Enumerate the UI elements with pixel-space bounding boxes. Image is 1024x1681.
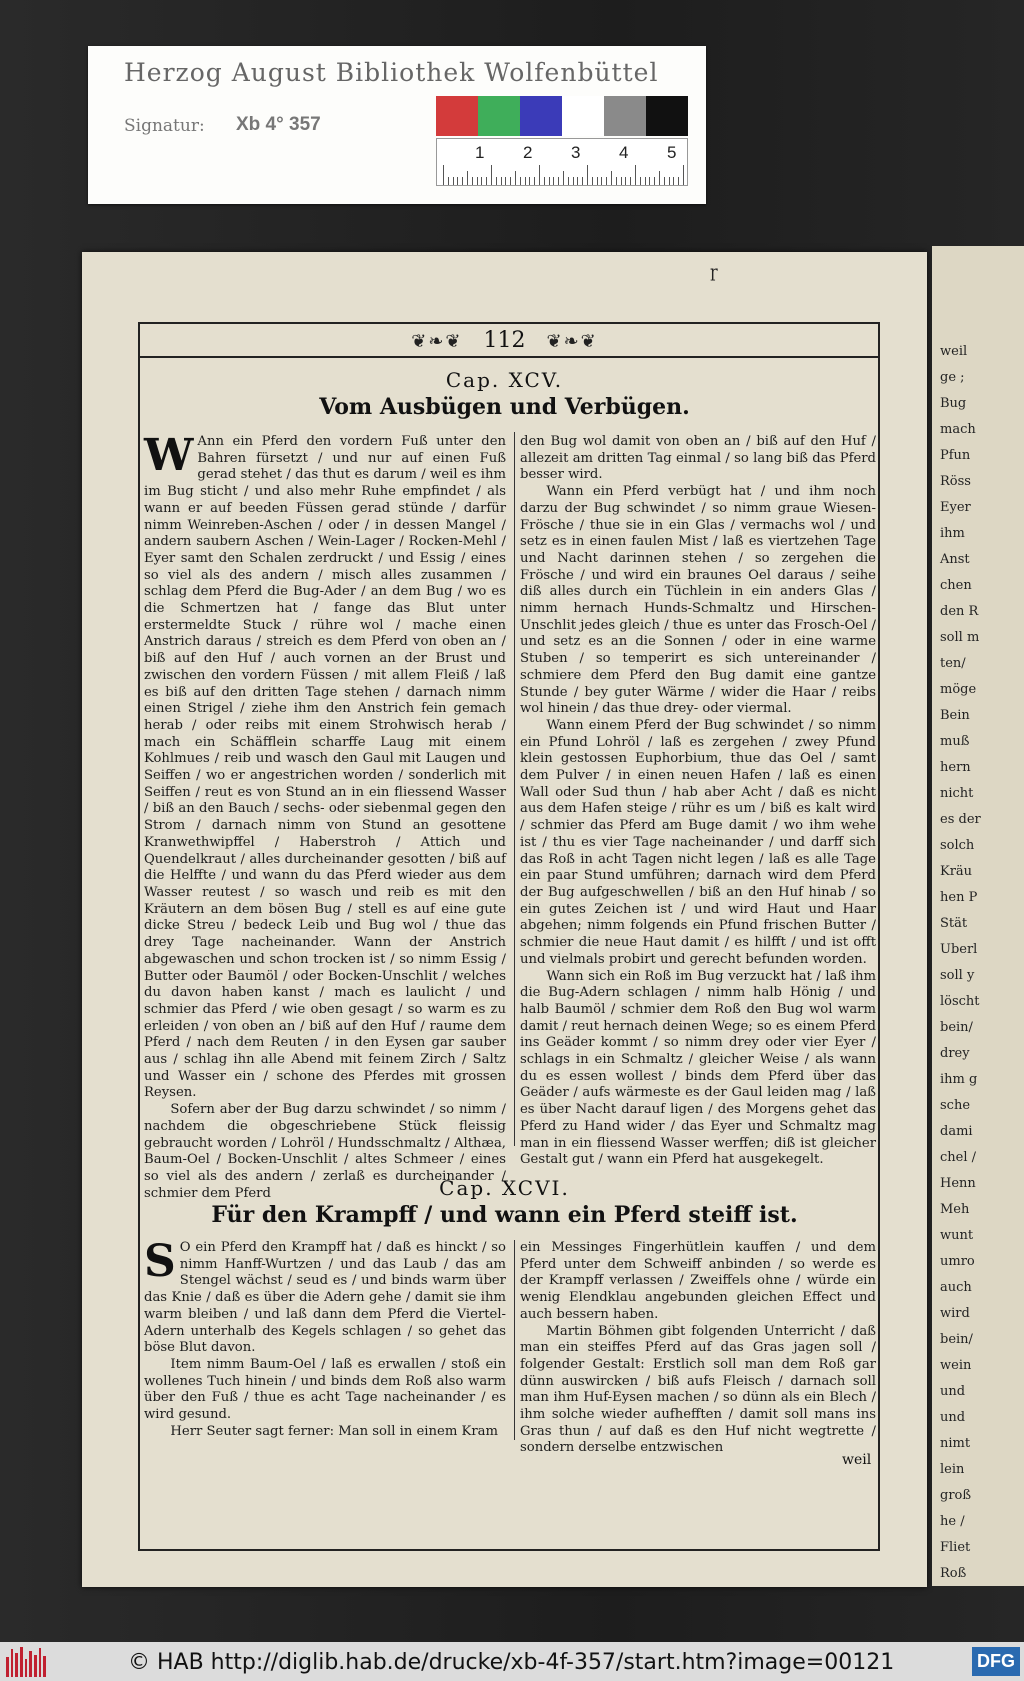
facing-page-fragment: weil: [940, 344, 968, 359]
ruler-tick: [611, 171, 612, 185]
ruler-tick: [549, 177, 550, 185]
ruler-tick: [592, 177, 593, 185]
ruler-tick: [659, 171, 660, 185]
header-rule: [138, 356, 880, 358]
footer-copyright-link[interactable]: © HAB http://diglib.hab.de/drucke/xb-4f-357/start.htm?image=00121: [128, 1650, 895, 1675]
facing-page-fragment: sche: [940, 1098, 971, 1113]
column-divider: [514, 1240, 515, 1440]
ruler-tick: [601, 177, 602, 185]
ruler-tick: [573, 177, 574, 185]
ruler-tick: [544, 177, 545, 185]
ruler-tick: [462, 177, 463, 185]
chapter-96-left-column: [144, 1236, 506, 1440]
facing-page-fragment: wird: [940, 1306, 970, 1321]
ruler-tick: [678, 177, 679, 185]
facing-page-fragment: chen: [940, 578, 972, 593]
facing-page-fragment: Eyer: [940, 500, 971, 515]
ruler-tick: [525, 177, 526, 185]
facing-page-fragment: ten/: [940, 656, 966, 671]
page-number-row: [82, 328, 927, 353]
facing-page-fragment: Röss: [940, 474, 971, 489]
facing-page-fragment: mach: [940, 422, 976, 437]
facing-page-fragment: und: [940, 1384, 966, 1399]
chapter-96-para-4: ein Messinges Fingerhütlein kauffen / und dem Pferd unter dem Schweiff anbinden / so werde es der Krampff verlassen / Zweiffels ohne / würde ein wenig Elendklau angebunden gleichen Effect und auch bessern haben.: [520, 1240, 876, 1322]
ruler-number: 1: [475, 143, 485, 162]
facing-page-fragment: Meh: [940, 1202, 970, 1217]
logo-bar: [11, 1649, 14, 1677]
facing-page-fragment: drey: [940, 1046, 970, 1061]
ruler-tick: [457, 177, 458, 185]
facing-page-fragment: Henn: [940, 1176, 976, 1191]
facing-page-fragment: soll m: [940, 630, 980, 645]
color-swatch: [562, 96, 604, 136]
facing-page-fragment: Uberl: [940, 942, 978, 957]
facing-page-fragment: dami: [940, 1124, 973, 1139]
facing-page-fragment: den R: [940, 604, 979, 619]
dropcap: S: [144, 1236, 176, 1287]
facing-page-fragment: bein/: [940, 1020, 973, 1035]
ruler-tick: [625, 177, 626, 185]
hab-logo-icon: [6, 1646, 46, 1677]
ruler-tick: [577, 177, 578, 185]
ruler-tick: [481, 177, 482, 185]
ruler-tick: [669, 177, 670, 185]
ruler-tick: [558, 177, 559, 185]
chapter-96-right-column: [520, 1240, 876, 1457]
facing-page-fragment: löscht: [940, 994, 980, 1009]
facing-page-fragment: Roß: [940, 1566, 967, 1581]
facing-page-fragment: he /: [940, 1514, 965, 1529]
facing-page-fragment: muß: [940, 734, 970, 749]
dfg-logo-icon: DFG: [972, 1647, 1020, 1676]
ruler-tick: [448, 177, 449, 185]
ruler-tick: [568, 177, 569, 185]
ruler-tick: [645, 177, 646, 185]
facing-page-fragment: hern: [940, 760, 971, 775]
logo-bar: [15, 1653, 18, 1677]
facing-page-fragment: es der: [940, 812, 981, 827]
chapter-95-right-column: [520, 434, 876, 1169]
color-swatch: [646, 96, 688, 136]
library-name: Herzog August Bibliothek Wolfenbüttel: [124, 58, 659, 87]
facing-page-fragment: nimt: [940, 1436, 971, 1451]
logo-bar: [20, 1647, 23, 1677]
facing-page-fragment: lein: [940, 1462, 965, 1477]
chapter-95-left-column: [144, 430, 506, 1202]
page-number: 112: [483, 328, 526, 353]
library-label-card: [88, 46, 706, 204]
facing-page-fragment: Fliet: [940, 1540, 971, 1555]
page-mark: ɼ: [710, 262, 718, 281]
ruler-tick: [606, 177, 607, 185]
dropcap: W: [144, 430, 194, 481]
scale-ruler: [436, 138, 688, 186]
facing-page-fragment: Stät: [940, 916, 968, 931]
facing-page-fragment: Pfun: [940, 448, 971, 463]
paragraph-text: O ein Pferd den Krampff hat / daß es hinckt / so nimm Hanff-Wurtzen / und das Laub / das am Stengel wächst / seud es / und binds warm über das Knie / daß es über die Adern gehe / damit sie ihm warm bleiben / und laß dann dem Pferd die Viertel-Adern unterhalb des Kegels schlagen / so gehet das böse Blut davon.: [144, 1240, 506, 1356]
ruler-tick: [587, 165, 588, 185]
ruler-tick: [563, 171, 564, 185]
ruler-number: 3: [571, 143, 581, 162]
color-swatch: [520, 96, 562, 136]
ruler-tick: [472, 177, 473, 185]
facing-page-fragment: Anst: [940, 552, 970, 567]
ruler-tick: [510, 177, 511, 185]
footer-bar: [0, 1642, 1024, 1681]
ruler-tick: [491, 165, 492, 185]
ornament-left: ❦❧❦: [411, 331, 463, 352]
ruler-tick: [630, 177, 631, 185]
chapter-96-title: Für den Krampff / und wann ein Pferd steiff ist.: [211, 1202, 798, 1228]
chapter-96-number: Cap. XCVI.: [439, 1176, 570, 1200]
facing-page-fragment: ihm g: [940, 1072, 978, 1087]
ruler-number: 2: [523, 143, 533, 162]
ruler-tick: [520, 177, 521, 185]
color-swatch: [604, 96, 646, 136]
catchword: weil: [842, 1452, 872, 1468]
chapter-95-para-1: [144, 430, 506, 1102]
ruler-tick: [453, 177, 454, 185]
signatur-label: Signatur:: [124, 116, 205, 136]
chapter-95-para-5: Wann einem Pferd der Bug schwindet / so nimm ein Pfund Lohröl / laß es zergehen / zwey Pfund klein gestossen Euphorbium, thue das Oel / samt dem Pulver / in einen neuen Hafen / laß es einen Wall oder Sud thun / hab aber Acht / daß es nicht aus dem Hafen steige / rühr es um / biß es kalt wird / schmier das Pferd am Buge damit / wo ihm wehe ist / thu es vier Tage nacheinander / und darff sich das Roß in acht Tagen nicht legen / laß es alle Tage ein paar Stund umführen; darnach wird dem Pferd der Bug aufgeschwellen / biß an den Huf hinab / so ein gutes Zeichen ist / und wird Haut und Haar abgehen; nimm folgends ein Pfund frischen Butter / schmier die neue Haut damit / es hilfft / und ist offt und vielmals probirt und gerecht befunden worden.: [520, 717, 876, 967]
facing-page-fragment: Bein: [940, 708, 970, 723]
ruler-tick: [640, 177, 641, 185]
ruler-tick: [616, 177, 617, 185]
ruler-tick: [501, 177, 502, 185]
chapter-95-para-4: Wann ein Pferd verbügt hat / und ihm noch darzu der Bug schwindet / so nimm graue Wiesen-Frösche / thue sie in ein Glas / vermachs wol / und setz es in einen faulen Mist / laß es viertzehen Tage und Nacht darinnen stehen / so zergehen die Frösche / und wird ein braunes Oel daraus / seihe diß alles durch ein Tüchlein in ein anders Glas / nimm hernach Hunds-Schmaltz und Hirschen-Unschlit jedes gleich / thue es unter das Frosch-Oel / und setz es an die Sonnen / oder in eine warme Stuben / so temperirt es sich untereinander / schmiere dem Pferd den Bug damit eine gantze Stunde / bey guter Wärme / wider die Haar / reibs wol hinein / das thue drey- oder viermal.: [520, 484, 876, 717]
ruler-tick: [664, 177, 665, 185]
facing-page-fragment: solch: [940, 838, 975, 853]
logo-bar: [39, 1648, 42, 1677]
logo-bar: [29, 1651, 32, 1677]
facing-page-fragment: möge: [940, 682, 977, 697]
facing-page-edge: [932, 246, 1024, 1586]
ruler-tick: [553, 177, 554, 185]
ornament-right: ❦❧❦: [546, 331, 598, 352]
ruler-tick: [539, 165, 540, 185]
facing-page-fragment: umro: [940, 1254, 975, 1269]
ruler-tick: [683, 165, 684, 185]
facing-page-fragment: chel /: [940, 1150, 977, 1165]
ruler-tick: [673, 177, 674, 185]
ruler-tick: [505, 177, 506, 185]
ruler-tick: [597, 177, 598, 185]
facing-page-fragment: ihm: [940, 526, 965, 541]
ruler-tick: [477, 177, 478, 185]
ruler-tick: [515, 171, 516, 185]
facing-page-fragment: hen P: [940, 890, 978, 905]
chapter-95-number: Cap. XCV.: [445, 368, 564, 392]
facing-page-fragment: ge ;: [940, 370, 965, 385]
facing-page-fragment: und: [940, 1410, 966, 1425]
facing-page-fragment: groß: [940, 1488, 972, 1503]
color-swatch: [478, 96, 520, 136]
ruler-tick: [443, 165, 444, 185]
ruler-tick: [467, 171, 468, 185]
ruler-tick: [582, 177, 583, 185]
chapter-95-para-2: Sofern aber der Bug darzu schwindet / so nimm / nachdem die obgeschriebene Stück fleissig gebraucht worden / Lohröl / Hundsschmaltz / Althæa, Baum-Oel / Bocken-Unschlit / altes Schmeer / eines so viel als des andern / zerlaß es durcheinander / schmier dem Pferd: [144, 1102, 506, 1201]
ruler-tick: [496, 177, 497, 185]
ruler-tick: [621, 177, 622, 185]
ruler-tick: [654, 177, 655, 185]
ruler-number: 4: [619, 143, 629, 162]
signatur-value: Xb 4° 357: [236, 114, 321, 135]
facing-page-fragment: auch: [940, 1280, 972, 1295]
color-swatch: [436, 96, 478, 136]
color-calibration-strip: [436, 96, 688, 136]
chapter-95-para-3: den Bug wol damit von oben an / biß auf den Huf / allezeit am dritten Tag einmal / so lang biß das Pferd besser wird.: [520, 434, 876, 483]
chapter-96-para-5: Martin Böhmen gibt folgenden Unterricht / daß man ein steiffes Pferd auf das Gras jagen soll / folgender Gestalt: Erstlich soll man dem Roß gar dünn auswircken / biß aufs Fleisch / darnach soll man ihm Huf-Eysen machen / so dünn als ein Blech / ihm solche wieder aufhefften / damit soll mans ins Gras thun / auf daß es den Huf nicht wegtrette / sondern derselbe entzwischen: [520, 1323, 876, 1456]
column-divider: [514, 432, 515, 1146]
paragraph-text: Ann ein Pferd den vordern Fuß unter den Bahren fürsetzt / und nur auf einen Fuß gerad stehet / das thut es darum / weil es ihm im Bug sticht / und also mehr Ruhe empfindet / als wann er auf beeden Füssen gerad stünde / darfür nimm Weinreben-Aschen / oder / in dessen Mangel / andern saubern Aschen / Wein-Lager / Rocken-Mehl / Eyer samt den Schalen zerdruckt / und Essig / eines so viel als des andern / misch alles zusammen / schlag dem Pferd die Bug-Ader / an dem Bug / wo es die Schmertzen hat / fange das Blut unter erstermeldte Stuck / rühre wol / mache einen Anstrich daraus / streich es dem Pferd von oben an / biß auf den Huf / auch vornen an der Brust und zwischen den vordern Füssen / mit allem Fleiß / laß es biß auf den dritten Tage stehen / darnach nimm einen Strigel / ziehe ihm den Anstrich fein gemach herab / oder reibs mit einem Strohwisch herab / mach ein Schäfflein scharffe Laug mit einem Kohlmues / reib und wasch den Gaul mit Laugen und Seiffen / wo er angestrichen worden / sonderlich mit Seiffen / reut es von Stund an in ein fliessend Wasser / biß an den Bauch / sechs- oder siebenmal gegen den Strom / darnach nimm von Stund an gesottene Kranwethwipffel / Haberstroh / Attich und Quendelkraut / alles durcheinander gesotten / biß auf die Helffte / und wann du das Pferd wieder aus dem Wasser reutest / so wasch und reib es mit den Kräutern an dem bösen Bug / stell es auf eine gute dicke Streu / bedeck Leib und Bug wol / thue das drey Tage nacheinander. Wann der Anstrich abgewaschen und schon trocken ist / so nimm Essig / Butter oder Baumöl / oder Bocken-Unschlit / welches du davon haben kanst / mach es laulicht / und schmier das Pferd / wie oben gesagt / so warm es zu erleiden / von oben an / biß auf den Huf / raume dem Pferd / nach dem Reuten / in den Eysen gar sauber aus / schlag ihn alle Abend mit feinem Zirch / Saltz und Wasser ein / schone des Pferdes mit grossen Reysen.: [144, 434, 506, 1101]
chapter-96-para-1: [144, 1236, 506, 1357]
logo-bar: [43, 1656, 46, 1677]
chapter-95-title: Vom Ausbügen und Verbügen.: [319, 394, 690, 420]
facing-page-fragment: bein/: [940, 1332, 973, 1347]
chapter-95-para-6: Wann sich ein Roß im Bug verzuckt hat / laß ihm die Bug-Adern schlagen / nimm halb Hönig / und halb Baumöl / schmier dem Roß den Bug wol warm damit / reut hernach deinen Wege; so es einem Pferd ins Geäder kommt / so nimm drey oder vier Eyer / schlags in ein Schmaltz / gleicher Weise / als wann du es essen wollest / binds dem Pferd über das Geäder / aufs wärmeste es der Gaul leiden mag / laß es über Nacht darauf ligen / des Morgens gehet das Pferd zu Hand wider / das Eyer und Schmaltz mag man in ein fliessend Wasser werffen; diß ist gleicher Gestalt gut / wann ein Pferd hat ausgekegelt.: [520, 968, 876, 1168]
ruler-tick: [529, 177, 530, 185]
chapter-96-para-2: Item nimm Baum-Oel / laß es erwallen / stoß ein wollenes Tuch hinein / und binds dem Roß also warm über den Fuß / thue es acht Tage nacheinander / es wird gesund.: [144, 1356, 506, 1423]
facing-page-fragment: wunt: [940, 1228, 974, 1243]
ruler-tick: [486, 177, 487, 185]
chapter-96-para-3: Herr Seuter sagt ferner: Man soll in einem Kram: [170, 1423, 499, 1439]
facing-page-fragment: Kräu: [940, 864, 973, 879]
ruler-tick: [635, 165, 636, 185]
facing-page-fragment: wein: [940, 1358, 972, 1373]
facing-page-fragment: Bug: [940, 396, 967, 411]
ruler-tick: [534, 177, 535, 185]
logo-bar: [34, 1655, 37, 1677]
facing-page-fragment: soll y: [940, 968, 975, 983]
logo-bar: [6, 1657, 9, 1677]
facing-page-fragment: nicht: [940, 786, 974, 801]
book-page: [82, 252, 927, 1587]
logo-bar: [25, 1659, 28, 1677]
ruler-number: 5: [667, 143, 677, 162]
ruler-tick: [649, 177, 650, 185]
